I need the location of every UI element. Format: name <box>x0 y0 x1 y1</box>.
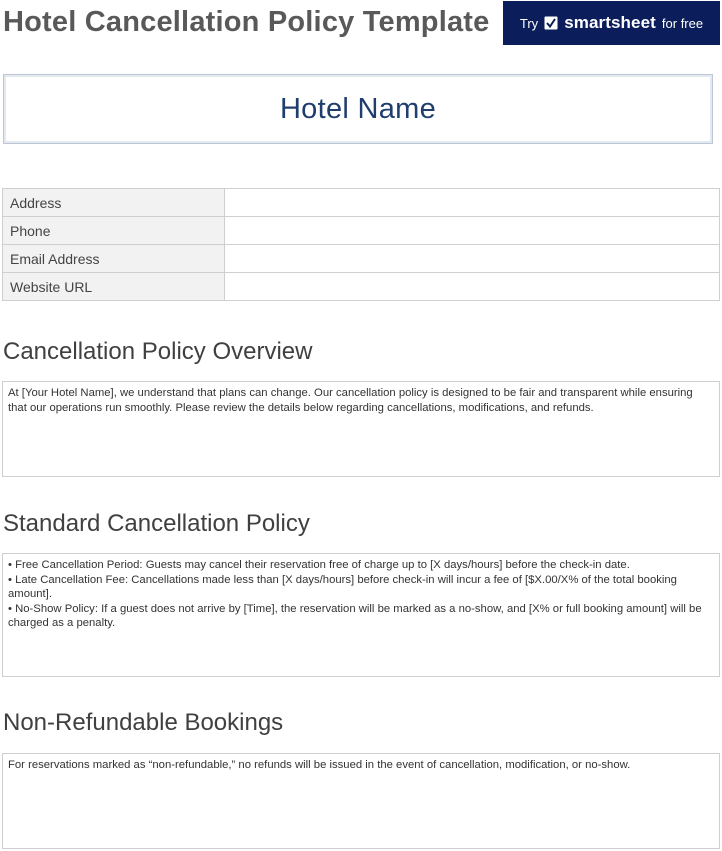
list-item: • No-Show Policy: If a guest does not arrive by [Time], the reservation will be marked as a no-show, and [X% or full booking amount] will be charged as a penalty. <box>8 602 702 629</box>
website-label: Website URL <box>3 273 225 301</box>
overview-text-box[interactable] <box>2 381 720 477</box>
promo-try-text: Try <box>519 15 539 31</box>
table-row <box>3 217 720 245</box>
list-item: • Free Cancellation Period: Guests may cancel their reservation free of charge up to [X days/hours] before the check-in date. <box>8 559 630 571</box>
overview-heading: Cancellation Policy Overview <box>3 338 313 365</box>
email-value[interactable] <box>225 245 720 273</box>
address-value[interactable] <box>225 189 720 217</box>
phone-value[interactable] <box>225 217 720 245</box>
table-row <box>3 245 720 273</box>
email-label: Email Address <box>3 245 225 273</box>
smartsheet-promo-button[interactable] <box>503 1 720 45</box>
promo-suffix-text: for free <box>661 15 704 31</box>
page-title: Hotel Cancellation Policy Template <box>3 6 490 38</box>
overview-text: At [Your Hotel Name], we understand that plans can change. Our cancellation policy is designed to be fair and transparent while ensuring that our operations run smoothly. Please review the details below regarding cancellations, modifications, and refunds. <box>8 387 693 414</box>
hotel-info-table <box>2 188 720 301</box>
table-row <box>3 273 720 301</box>
hotel-name: Hotel Name <box>279 92 437 125</box>
standard-policy-text-box[interactable] <box>2 553 720 677</box>
list-item: • Late Cancellation Fee: Cancellations made less than [X days/hours] before check-in will incur a fee of [$X.00/X% of the total booking amount]. <box>8 573 677 600</box>
nonrefundable-text-box[interactable] <box>2 753 720 849</box>
nonrefundable-text: For reservations marked as “non-refundable,” no refunds will be issued in the event of cancellation, modification, or no-show. <box>8 759 631 771</box>
phone-label: Phone <box>3 217 225 245</box>
website-value[interactable] <box>225 273 720 301</box>
hotel-name-box[interactable] <box>3 74 713 144</box>
address-label: Address <box>3 189 225 217</box>
table-row <box>3 189 720 217</box>
promo-brand-text: smartsheet <box>564 13 656 32</box>
standard-policy-heading: Standard Cancellation Policy <box>3 510 310 537</box>
smartsheet-check-icon <box>544 16 558 30</box>
nonrefundable-heading: Non-Refundable Bookings <box>3 709 284 736</box>
